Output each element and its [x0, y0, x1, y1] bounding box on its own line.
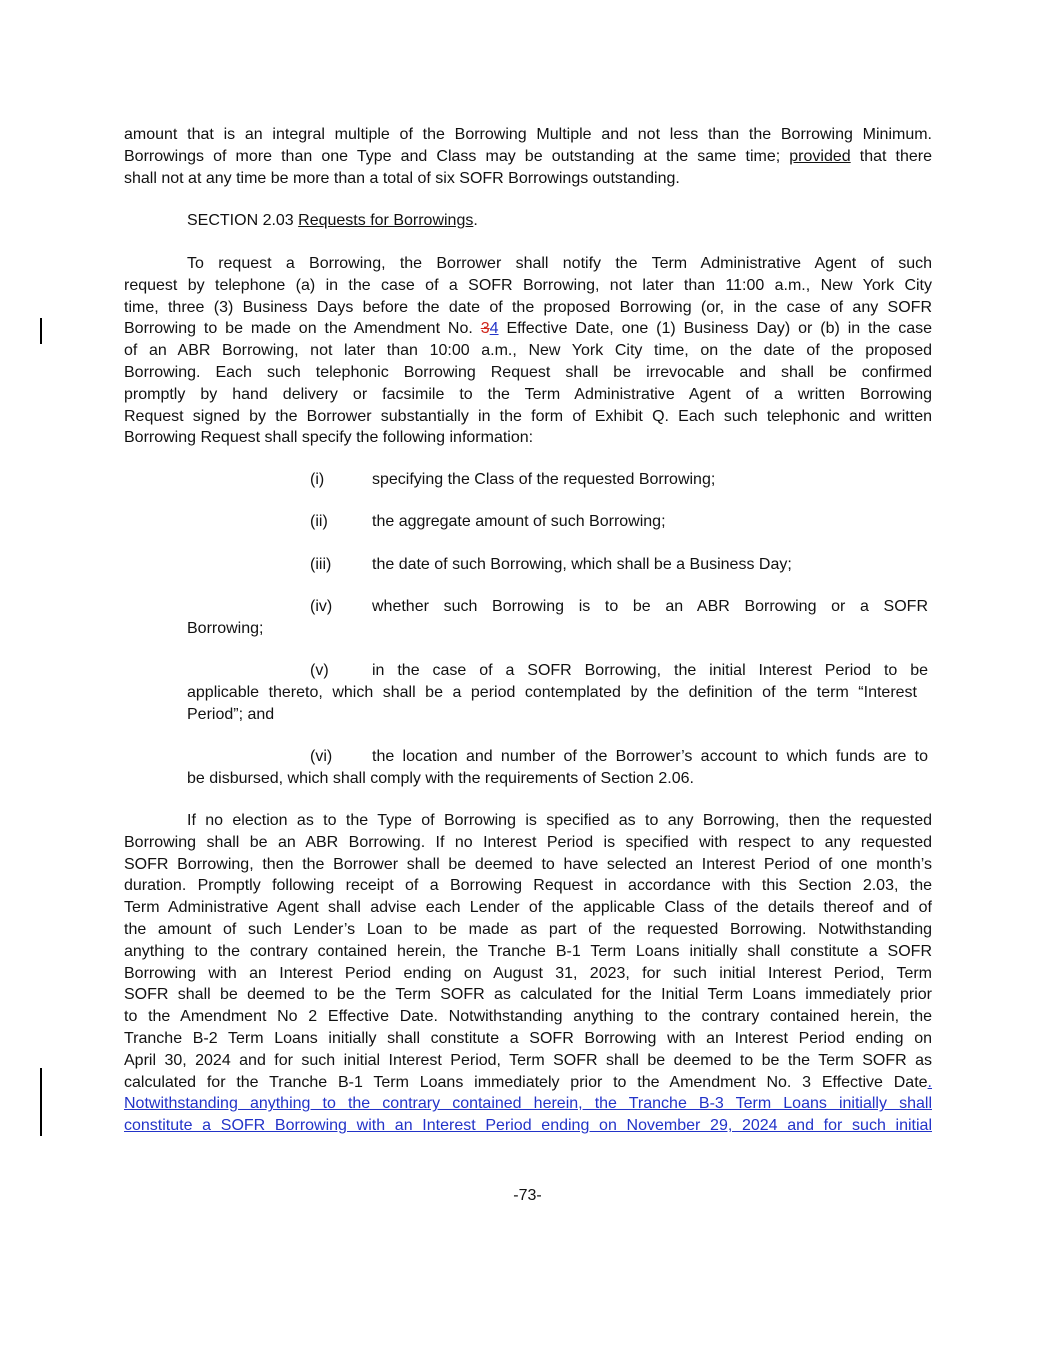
text-line: SOFR shall be deemed to be the Term SOFR as calculated for the Initial Term Loans immediately prior [124, 986, 932, 1004]
item-text: the location and number of the Borrower’s account to which funds are to [372, 748, 928, 765]
paragraph-continuation [124, 124, 932, 189]
text-line: time, three (3) Business Days before the date of the proposed Borrowing (or, in the case of any SOFR [124, 298, 932, 316]
item-text: the aggregate amount of such Borrowing; [372, 513, 666, 530]
text-line: request by telephone (a) in the case of a SOFR Borrowing, not later than 11:00 a.m., New York City [124, 276, 932, 294]
section-number: SECTION 2.03 [187, 212, 294, 229]
item-continuation: Period”; and [187, 705, 275, 723]
section-title: Requests for Borrowings [298, 212, 474, 229]
item-continuation: be disbursed, which shall comply with the requirements of Section 2.06. [187, 769, 694, 787]
text-line: Term Administrative Agent shall advise each Lender of the applicable Class of the details thereof and of [124, 899, 932, 917]
item-number: (i) [310, 471, 325, 488]
text-line: If no election as to the Type of Borrowing is specified as to any Borrowing, then the requested [187, 812, 932, 829]
text-line: To request a Borrowing, the Borrower shall notify the Term Administrative Agent of such [187, 255, 932, 272]
text-line [124, 318, 932, 340]
change-bar [40, 1068, 42, 1136]
inserted-text-line: Notwithstanding anything to the contrary contained herein, the Tranche B-3 Term Loans initially shall [124, 1095, 932, 1113]
text-run: calculated for the Tranche B-1 Term Loans immediately prior to the Amendment No. 3 Effective Date [124, 1073, 928, 1091]
page-number: -73- [513, 1187, 542, 1204]
text-line: duration. Promptly following receipt of a Borrowing Request in accordance with this Section 2.03, the [124, 877, 932, 895]
list-item [0, 746, 1055, 796]
section-heading [187, 210, 932, 232]
text-line: Tranche B-2 Term Loans initially shall constitute a SOFR Borrowing with an Interest Period ending on [124, 1029, 932, 1047]
deleted-text: 3 [480, 320, 490, 338]
item-number: (iii) [310, 556, 332, 573]
text-run: that there [859, 147, 932, 165]
item-number: (v) [310, 662, 329, 679]
text-line: SOFR Borrowing, then the Borrower shall be deemed to have selected an Interest Period of one month’s [124, 855, 932, 873]
text-run: Effective Date, one (1) Business Day) or (b) in the case [506, 320, 932, 338]
inserted-text: . [927, 1073, 932, 1091]
item-number: (iv) [310, 598, 333, 615]
inserted-text-line: constitute a SOFR Borrowing with an Interest Period ending on November 29, 2024 and for such initial [124, 1117, 932, 1135]
item-number: (ii) [310, 513, 328, 530]
text-line: Borrowing. Each such telephonic Borrowing Request shall be irrevocable and shall be confirmed [124, 363, 932, 381]
text-run: Borrowing to be made on the Amendment No. [124, 320, 473, 338]
paragraph-request [124, 253, 932, 449]
list-item [0, 660, 1055, 730]
text-line: April 30, 2024 and for such initial Interest Period, Term SOFR shall be deemed to be the Term SOFR as [124, 1051, 932, 1069]
text-line: Request signed by the Borrower substantially in the form of Exhibit Q. Each such telephonic and written [124, 407, 932, 425]
text-line: to the Amendment No 2 Effective Date. Notwithstanding anything to the contrary contained herein, the [124, 1008, 932, 1026]
text-line [124, 146, 932, 168]
text-line [124, 1072, 932, 1094]
item-number: (vi) [310, 748, 333, 765]
text-line: anything to the contrary contained herein, the Tranche B-1 Term Loans initially shall constitute a SOFR [124, 942, 932, 960]
text-line: promptly by hand delivery or facsimile to the Term Administrative Agent of a written Borrowing [124, 385, 932, 403]
text-run: Borrowings of more than one Type and Class may be outstanding at the same time; [124, 147, 781, 165]
item-text: in the case of a SOFR Borrowing, the initial Interest Period to be [372, 662, 928, 679]
text-line: shall not at any time be more than a total of six SOFR Borrowings outstanding. [124, 169, 680, 187]
text-line: Borrowing Request shall specify the following information: [124, 429, 534, 447]
list-item [0, 596, 1055, 646]
item-text: the date of such Borrowing, which shall be a Business Day; [372, 556, 792, 573]
inserted-text: 4 [489, 320, 499, 338]
item-text: specifying the Class of the requested Borrowing; [372, 471, 716, 488]
item-continuation: applicable thereto, which shall be a period contemplated by the definition of the term “Interest [187, 683, 917, 701]
text-line: Borrowing shall be an ABR Borrowing. If no Interest Period is specified with respect to any requested [124, 833, 932, 851]
item-text: whether such Borrowing is to be an ABR Borrowing or a SOFR [372, 598, 928, 615]
text-line: of an ABR Borrowing, not later than 10:00 a.m., New York City time, on the date of the proposed [124, 342, 932, 360]
item-continuation: Borrowing; [187, 619, 264, 637]
provided-term: provided [789, 147, 851, 165]
text-line: Borrowing with an Interest Period ending on August 31, 2023, for such initial Interest Period, Term [124, 964, 932, 982]
text-line: the amount of such Lender’s Loan to be made as part of the requested Borrowing. Notwithstanding [124, 920, 932, 938]
paragraph-election [124, 810, 932, 1137]
section-title-suffix: . [473, 212, 478, 229]
change-bar [40, 318, 42, 344]
text-line: amount that is an integral multiple of the Borrowing Multiple and not less than the Borrowing Minimum. [124, 126, 932, 143]
